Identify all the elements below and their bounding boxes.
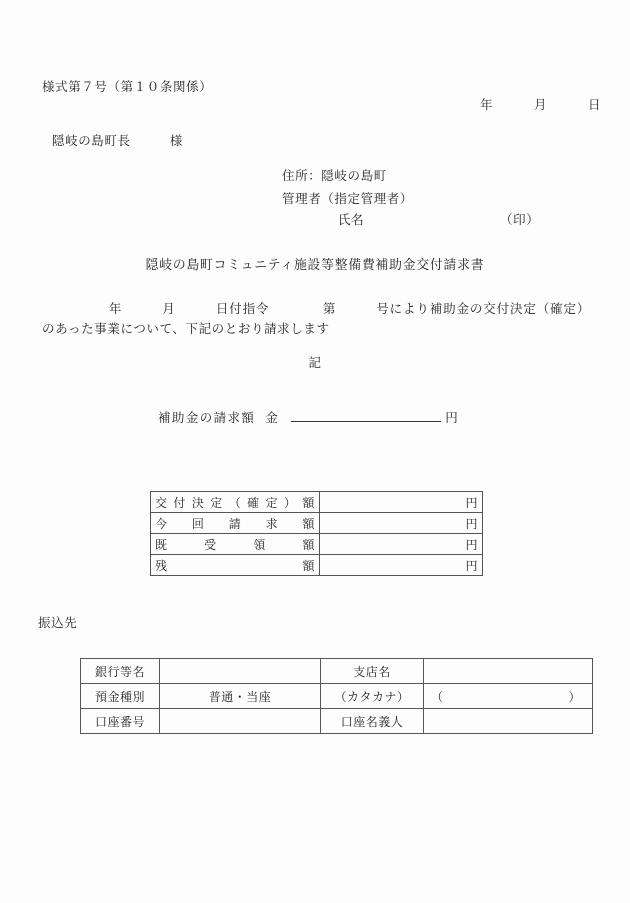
addressee-line: 隠岐の島町長 様: [52, 134, 184, 148]
bank-name-input[interactable]: [160, 659, 321, 684]
amount-value-grant-decision[interactable]: [320, 492, 483, 513]
table-row: [81, 659, 593, 684]
claim-amount-label: 補助金の請求額: [158, 411, 256, 425]
amount-value-remaining[interactable]: [320, 555, 483, 576]
body-paragraph: 年 月 日付指令 第 号により補助金の交付決定（確定）のあった事業について、下記のとおり請求します: [42, 302, 590, 337]
branch-name-input[interactable]: [424, 659, 593, 684]
claim-amount-unit: 円: [445, 411, 458, 425]
page-title: 隠岐の島町コミュニティ施設等整備費補助金交付請求書: [145, 258, 485, 272]
amount-label-current-claim: 今回請求額: [151, 513, 320, 534]
amount-breakdown-table: [150, 491, 483, 576]
table-row: [151, 513, 483, 534]
account-holder-input[interactable]: [424, 709, 593, 734]
claim-currency-prefix: 金: [265, 411, 280, 425]
amount-unit: 円: [465, 537, 478, 552]
account-number-label: 口座番号: [81, 709, 160, 734]
sender-name-label: 氏名: [338, 213, 365, 227]
amount-unit: 円: [465, 495, 478, 510]
account-type-options[interactable]: 普通・当座: [160, 684, 321, 709]
katakana-label: （カタカナ）: [321, 684, 424, 709]
claim-amount-row: [158, 407, 458, 426]
sender-manager: 管理者（指定管理者）: [282, 192, 414, 206]
form-number: 様式第７号（第１０条関係）: [42, 80, 213, 94]
branch-name-label: 支店名: [321, 659, 424, 684]
amount-label-already-received: 既受領額: [151, 534, 320, 555]
amount-value-current-claim[interactable]: [320, 513, 483, 534]
date-line: 年 月 日: [480, 98, 602, 112]
transfer-section-heading: 振込先: [38, 616, 78, 630]
bank-name-label: 銀行等名: [81, 659, 160, 684]
sender-address: 住所：隠岐の島町: [282, 169, 387, 183]
amount-unit: 円: [465, 516, 478, 531]
account-number-input[interactable]: [160, 709, 321, 734]
amount-value-already-received[interactable]: [320, 534, 483, 555]
table-row: [81, 709, 593, 734]
account-type-label: 預金種別: [81, 684, 160, 709]
seal-mark: （印）: [500, 213, 540, 227]
claim-amount-input[interactable]: [291, 407, 441, 422]
amount-label-remaining: 残額: [151, 555, 320, 576]
amount-unit: 円: [465, 558, 478, 573]
account-holder-label: 口座名義人: [321, 709, 424, 734]
paren-open: （: [431, 689, 444, 704]
table-row: [151, 534, 483, 555]
katakana-input-cell[interactable]: [424, 684, 593, 709]
table-row: [81, 684, 593, 709]
table-row: [151, 555, 483, 576]
ki-mark: 記: [308, 356, 322, 370]
bank-account-table: [80, 658, 593, 734]
amount-label-grant-decision: 交付決定（確定）額: [151, 492, 320, 513]
paren-close: ）: [568, 689, 581, 704]
table-row: [151, 492, 483, 513]
